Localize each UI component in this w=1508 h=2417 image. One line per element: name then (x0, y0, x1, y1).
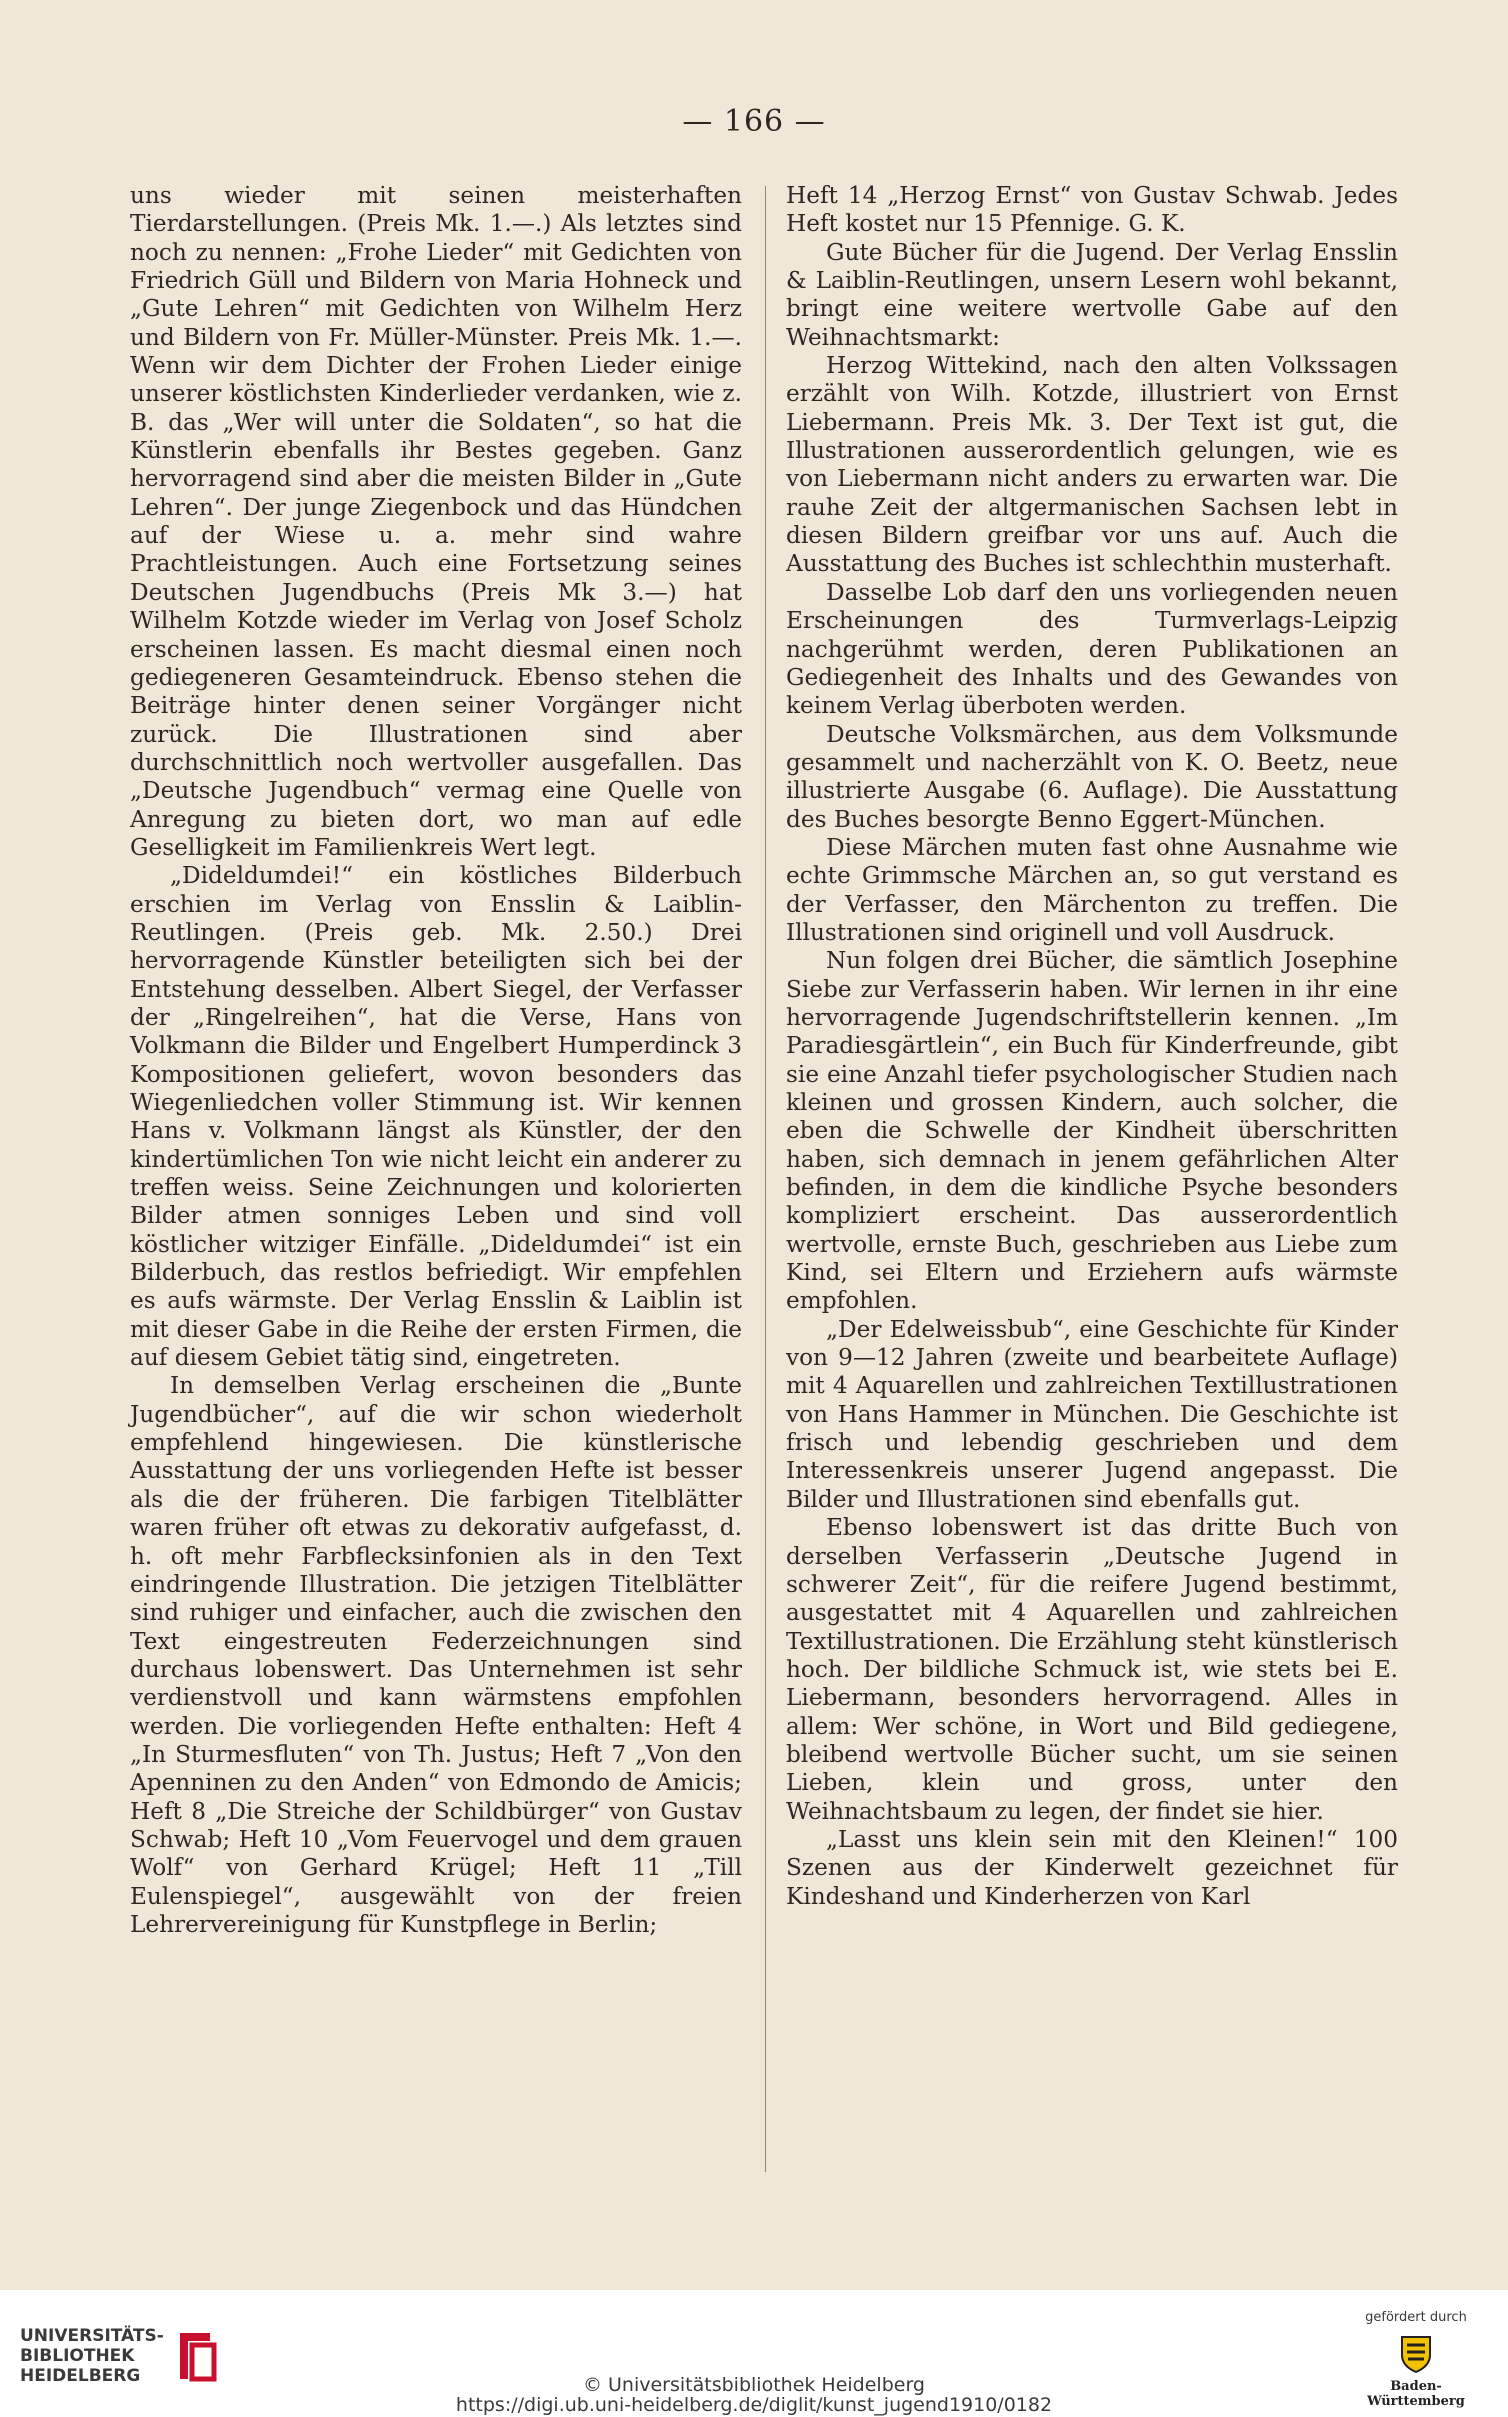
left-column (130, 182, 742, 1939)
paragraph: uns wieder mit seinen meisterhaften Tierdarstellungen. (Preis Mk. 1.—.) Als letztes sind noch zu nennen: „Frohe Lieder“ mit Gedichten von Friedrich Güll und Bildern von Maria Hohneck und „Gute Lehren“ mit Gedichten von Wilhelm Herz und Bildern von Fr. Müller-Münster. Preis Mk. 1.—. Wenn wir dem Dichter der Frohen Lieder einige unserer köstlichsten Kinderlieder verdanken, wie z. B. das „Wer will unter die Soldaten“, so hat die Künstlerin ebenfalls ihr Bestes gegeben. Ganz hervorragend sind aber die meisten Bilder in „Gute Lehren“. Der junge Ziegenbock und das Hündchen auf der Wiese u. a. mehr sind wahre Prachtleistungen. Auch eine Fortsetzung seines Deutschen Jugendbuchs (Preis Mk 3.—) hat Wilhelm Kotzde wieder im Verlag von Josef Scholz erscheinen lassen. Es macht diesmal einen noch gediegeneren Gesamteindruck. Ebenso stehen die Beiträge hinter denen seiner Vorgänger nicht zurück. Die Illustrationen sind aber durchschnittlich noch wertvoller ausgefallen. Das „Deutsche Jugendbuch“ vermag eine Quelle von Anregung zu bieten dort, wo man auf edle Geselligkeit im Familienkreis Wert legt. (130, 182, 742, 861)
funding-name: Baden-Württemberg (1367, 2379, 1465, 2409)
right-column (786, 182, 1398, 1911)
paragraph: „Lasst uns klein sein mit den Kleinen!“ 100 Szenen aus der Kinderwelt gezeichnet für Kindeshand und Kinderherzen von Karl (786, 1825, 1398, 1910)
paragraph: Nun folgen drei Bücher, die sämtlich Josephine Siebe zur Verfasserin haben. Wir lernen in ihr eine hervorragende Jugendschriftstellerin kennen. „Im Paradiesgärtlein“, ein Buch für Kinderfreunde, gibt sie eine Anzahl tiefer psychologischer Studien nach kleinen und grossen Kindern, auch solcher, die eben die Schwelle der Kindheit überschritten haben, sich demnach in jenem gefährlichen Alter befinden, in dem die kindliche Psyche besonders kompliziert erscheint. Das ausserordentlich wertvolle, ernste Buch, geschrieben aus Liebe zum Kind, sei Eltern und Erziehern aufs wärmste empfohlen. (786, 947, 1398, 1315)
paragraph: „Der Edelweissbub“, eine Geschichte für Kinder von 9—12 Jahren (zweite und bearbeitete Auflage) mit 4 Aquarellen und zahlreichen Textillustrationen von Hans Hammer in München. Die Geschichte ist frisch und lebendig geschrieben und dem Interessenkreis unserer Jugend angepasst. Die Bilder und Illustrationen sind ebenfalls gut. (786, 1315, 1398, 1513)
paragraph: Dasselbe Lob darf den uns vorliegenden neuen Erscheinungen des Turmverlags-Leipzig nachgerühmt werden, deren Publikationen an Gediegenheit des Inhalts und des Gewandes von keinem Verlag überboten werden. (786, 578, 1398, 720)
paragraph: Deutsche Volksmärchen, aus dem Volksmunde gesammelt und nacherzählt von K. O. Beetz, neue illustrierte Ausgabe (6. Auflage). Die Ausstattung des Buches besorgte Benno Eggert-München. (786, 720, 1398, 833)
paragraph: In demselben Verlag erscheinen die „Bunte Jugendbücher“, auf die wir schon wiederholt empfehlend hingewiesen. Die künstlerische Ausstattung der uns vorliegenden Hefte ist besser als die der früheren. Die farbigen Titelblätter waren früher oft etwas zu dekorativ aufgefasst, d. h. oft mehr Farbflecksinfonien als in den Text eindringende Illustration. Die jetzigen Titelblätter sind ruhiger und einfacher, auch die zwischen den Text eingestreuten Federzeichnungen sind durchaus lobenswert. Das Unternehmen ist sehr verdienstvoll und kann wärmstens empfohlen werden. Die vorliegenden Hefte enthalten: Heft 4 „In Sturmesfluten“ von Th. Justus; Heft 7 „Von den Apenninen zu den Anden“ von Edmondo de Amicis; Heft 8 „Die Streiche der Schildbürger“ von Gustav Schwab; Heft 10 „Vom Feuervogel und dem grauen Wolf“ von Gerhard Krügel; Heft 11 „Till Eulenspiegel“, ausgewählt von der freien Lehrervereinigung für Kunstpflege in Berlin; (130, 1372, 742, 1938)
paragraph: Ebenso lobenswert ist das dritte Buch von derselben Verfasserin „Deutsche Jugend in schwerer Zeit“, für die reifere Jugend bestimmt, ausgestattet mit 4 Aquarellen und zahlreichen Textillustrationen. Die Erzählung steht künstlerisch hoch. Der bildliche Schmuck ist, wie stets bei E. Liebermann, besonders hervorragend. Alles in allem: Wer schöne, in Wort und Bild gediegene, bleibend wertvolle Bücher sucht, um sie seinen Lieben, klein und gross, unter den Weihnachtsbaum zu legen, der findet sie hier. (786, 1514, 1398, 1825)
copyright-notice: © Universitätsbibliothek Heidelberg (582, 2374, 925, 2396)
library-name: UNIVERSITÄTS- BIBLIOTHEK HEIDELBERG (20, 2326, 164, 2386)
paragraph: Gute Bücher für die Jugend. Der Verlag Ensslin & Laiblin-Reutlingen, unsern Lesern wohl bekannt, bringt eine weitere wertvolle Gabe auf den Weihnachtsmarkt: (786, 238, 1398, 351)
funding-block (1346, 2310, 1486, 2409)
footer (0, 2290, 1508, 2417)
paragraph: Heft 14 „Herzog Ernst“ von Gustav Schwab. Jedes Heft kostet nur 15 Pfennige. G. K. (786, 182, 1398, 238)
source-url[interactable]: https://digi.ub.uni-heidelberg.de/diglit/kunst_jugend1910/0182 (455, 2394, 1053, 2416)
funding-label: gefördert durch (1365, 2310, 1467, 2325)
paragraph: Herzog Wittekind, nach den alten Volkssagen erzählt von Wilh. Kotzde, illustriert von Ernst Liebermann. Preis Mk. 3. Der Text ist gut, die Illustrationen ausserordentlich gelungen, wie es von Liebermann nicht anders zu erwarten war. Die rauhe Zeit der altgermanischen Sachsen lebt in diesen Bildern greifbar vor uns auf. Auch die Ausstattung des Buches ist schlechthin musterhaft. (786, 352, 1398, 578)
paragraph: „Dideldumdei!“ ein köstliches Bilderbuch erschien im Verlag von Ensslin & Laiblin-Reutlingen. (Preis geb. Mk. 2.50.) Drei hervorragende Künstler beteiligten sich bei der Entstehung desselben. Albert Siegel, der Verfasser der „Ringelreihen“, hat die Verse, Hans von Volkmann die Bilder und Engelbert Humperdinck 3 Kompositionen geliefert, wovon besonders das Wiegenliedchen voller Stimmung ist. Wir kennen Hans v. Volkmann längst als Künstler, der den kindertümlichen Ton wie nicht leicht ein anderer zu treffen weiss. Seine Zeichnungen und kolorierten Bilder atmen sonniges Leben und sind voll köstlicher witziger Einfälle. „Dideldumdei“ ist ein Bilderbuch, das restlos befriedigt. Wir empfehlen es aufs wärmste. Der Verlag Ensslin & Laiblin ist mit dieser Gabe in die Reihe der ersten Firmen, die auf diesem Gebiet tätig sind, eingetreten. (130, 862, 742, 1372)
paragraph: Diese Märchen muten fast ohne Ausnahme wie echte Grimmsche Märchen an, so gut verstand es der Verfasser, den Märchenton zu treffen. Die Illustrationen sind originell und voll Ausdruck. (786, 833, 1398, 946)
coat-of-arms-icon (1394, 2331, 1438, 2375)
column-divider (765, 186, 766, 2172)
page-number: — 166 — (682, 104, 826, 139)
